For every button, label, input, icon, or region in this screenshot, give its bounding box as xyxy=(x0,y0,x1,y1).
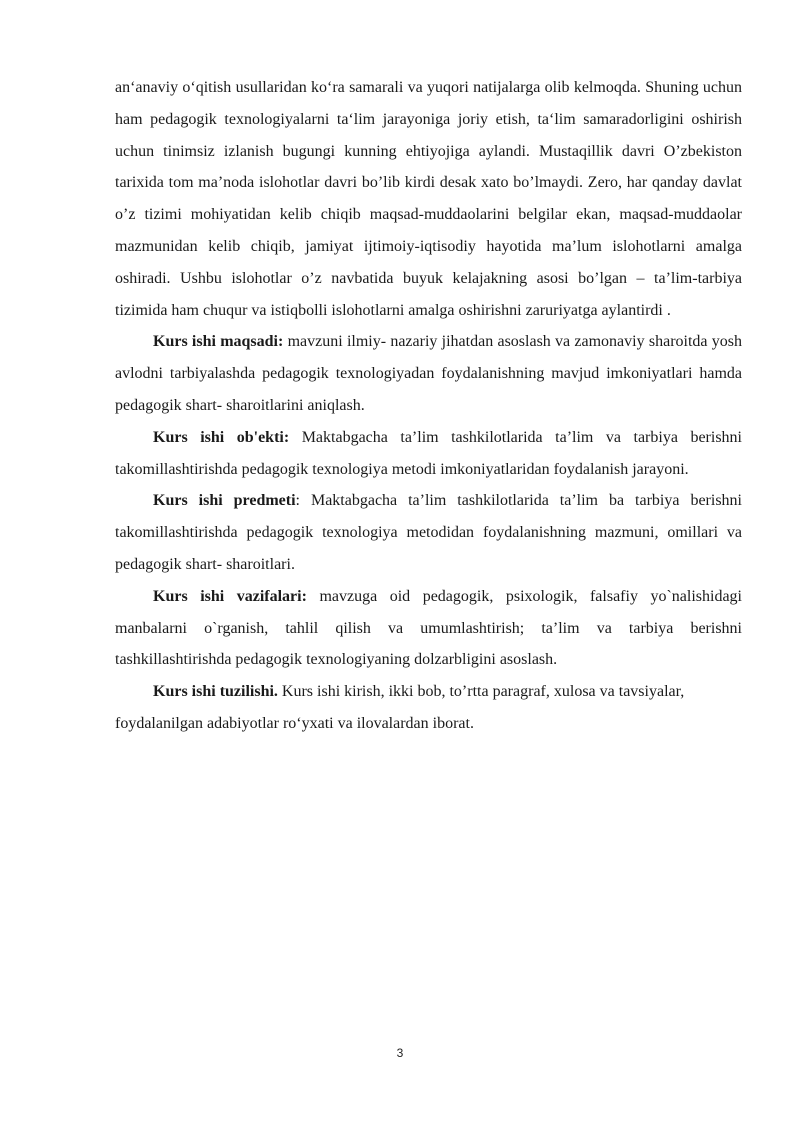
course-structure-label: Kurs ishi tuzilishi. xyxy=(153,683,278,701)
course-tasks-label: Kurs ishi vazifalari: xyxy=(153,587,307,605)
document-page xyxy=(115,72,742,740)
course-object-label: Kurs ishi ob'ekti: xyxy=(153,428,290,446)
course-goal-text: mavzuni ilmiy- nazariy jihatdan asoslash va zamonaviy sharoitda yosh avlodni tarbiyalashda pedagogik texnologiyadan foydalanishning mavjud imkoniyatlari hamda pedagogik shart- sharoitlarini aniqlash. xyxy=(115,333,743,414)
course-structure-text: Kurs ishi kirish, ikki bob, to’rtta paragraf, xulosa va tavsiyalar, foydalanilgan adabiyotlar ro‘yxati va ilovalardan iborat. xyxy=(115,683,685,732)
course-structure-paragraph xyxy=(115,676,742,740)
course-object-text: Maktabgacha ta’lim tashkilotlarida ta’lim va tarbiya berishni takomillashtirishda pedagogik texnologiya metodi imkoniyatlaridan foydalanish jarayoni. xyxy=(115,428,742,478)
intro-paragraph: an‘anaviy o‘qitish usullaridan ko‘ra samarali va yuqori natijalarga olib kelmoqda. Shuning uchun ham pedagogik texnologiyalarni ta‘lim jarayoniga joriy etish, ta‘lim samaradorligini oshirish uchun tinimsiz izlanish bugungi kunning ehtiyojiga aylandi. Mustaqillik davri O’zbekiston tarixida tom ma’noda islohotlar davri bo’lib kirdi desak xato bo’lmaydi. Zero, har qanday davlat o’z tizimi mohiyatidan kelib chiqib maqsad-muddaolarini belgilar ekan, maqsad-muddaolar mazmunidan kelib chiqib, jamiyat ijtimoiy-iqtisodiy hayotida ma’lum islohotlarni amalga oshiradi. Ushbu islohotlar o’z navbatida buyuk kelajakning asosi bo’lgan – ta’lim-tarbiya tizimida ham chuqur va istiqbolli islohotlarni amalga oshirishni zaruriyatga aylantirdi . xyxy=(115,79,742,319)
page-number: 3 xyxy=(396,1046,404,1060)
course-subject-paragraph xyxy=(115,485,742,580)
course-goal-label: Kurs ishi maqsadi: xyxy=(153,333,284,351)
course-object-paragraph xyxy=(115,422,742,486)
course-goal-paragraph xyxy=(115,326,742,421)
course-subject-label: Kurs ishi predmeti xyxy=(153,492,296,510)
course-tasks-paragraph xyxy=(115,581,742,676)
course-tasks-text: mavzuga oid pedagogik, psixologik, falsafiy yo`nalishidagi manbalarni o`rganish, tahlil qilish va umumlashtirish; ta’lim va tarbiya berishni tashkillashtirishda pedagogik texnologiyaning dolzarbligini asoslash. xyxy=(115,587,742,669)
course-subject-text: : Maktabgacha ta’lim tashkilotlarida ta’lim ba tarbiya berishni takomillashtirishda pedagogik texnologiya metodidan foydalanishning mazmuni, omillari va pedagogik shart- sharoitlari. xyxy=(115,492,742,573)
